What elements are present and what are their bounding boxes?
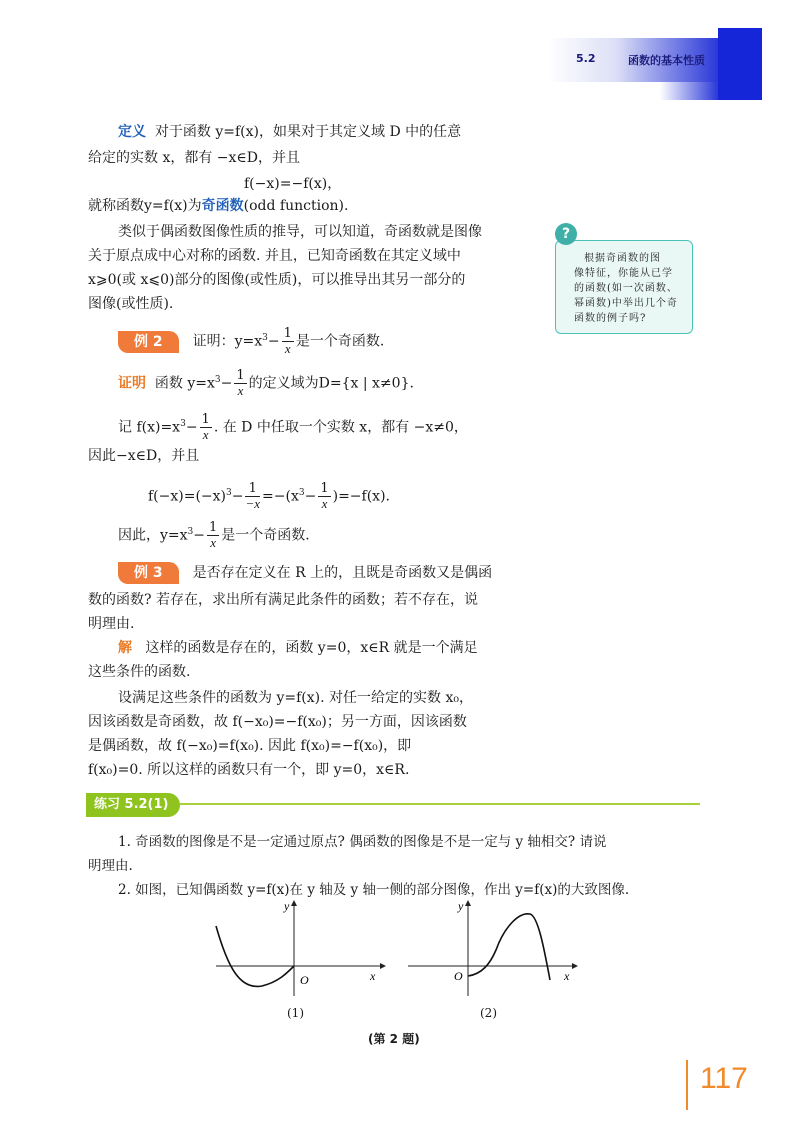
example2-line [118, 322, 384, 358]
fraction-denominator: x [202, 427, 209, 443]
figure-1-graph [210, 898, 390, 998]
curve [468, 914, 550, 980]
definition-formula: f(−x)=−f(x)， [244, 176, 342, 192]
origin-label: O [300, 973, 309, 987]
proof-line-1 [118, 364, 414, 400]
proof-conclusion [118, 516, 310, 552]
para1-line-2: 关于原点成中心对称的函数. 并且，已知奇函数在其定义域中 [88, 248, 461, 264]
solution-line-2: 这些条件的函数. [88, 664, 191, 680]
fraction-denominator: x [321, 496, 328, 512]
x-axis-arrow [572, 963, 578, 969]
fraction-numerator: 1 [320, 481, 329, 497]
fraction [245, 482, 260, 511]
page-number-divider [686, 1060, 688, 1110]
y-axis-arrow [465, 900, 471, 906]
origin-label: O [454, 969, 463, 983]
minus-sign: − [267, 333, 280, 350]
minus-sign: − [193, 527, 206, 544]
exercise-q1-line-2: 明理由. [88, 858, 133, 874]
fraction [282, 327, 294, 356]
proof-text-2a: 记 f(x)=x [118, 419, 181, 436]
exercise-q2: 2. 如图，已知偶函数 y=f(x)在 y 轴及 y 轴一侧的部分图像，作出 y=f(x)的大致图像. [118, 882, 630, 898]
exponent: 3 [187, 527, 194, 537]
proof-text-1b: 的定义域为D={x | x≠0}. [248, 375, 414, 392]
exercise-divider [180, 803, 700, 805]
exponent: 3 [180, 419, 186, 429]
fraction-numerator: 1 [201, 412, 210, 428]
fraction-denominator: x [284, 341, 291, 357]
fraction-denominator: x [237, 383, 244, 399]
sidebar-line: 幂函数)中举出几个奇 [574, 298, 678, 309]
example2-text-b: 是一个奇函数. [295, 333, 385, 350]
definition-text-3b: (odd function). [243, 198, 349, 214]
proof-text-1a: 函数 y=x [154, 375, 215, 392]
solution-line-4: 因该函数是奇函数，故 f(−x₀)=−f(x₀)；另一方面，因该函数 [88, 714, 467, 730]
example3-line-1 [118, 562, 492, 584]
definition-text-3a: 就称函数y=f(x)为 [88, 198, 202, 214]
para1-line-3: x⩾0(或 x⩽0)部分的图像(或性质)，可以推导出其另一部分的 [88, 272, 466, 288]
exercise-label: 练习 5.2(1) [86, 793, 180, 817]
formula-part-c: =−(x [262, 488, 299, 505]
formula-part-d: )=−f(x). [332, 488, 390, 505]
solution-text-1: 这样的函数是存在的，函数 y=0，x∈R 就是一个满足 [145, 640, 478, 656]
fraction [318, 482, 330, 511]
proof-line-3: 因此−x∈D，并且 [88, 448, 200, 464]
proof-line-2 [118, 408, 468, 444]
example2-badge: 例 2 [118, 331, 179, 353]
sidebar-line: 根据奇函数的图 [584, 253, 661, 264]
y-axis-label: y [458, 899, 464, 913]
solution-line-1 [118, 638, 478, 658]
fraction-numerator: 1 [283, 326, 292, 342]
proof-text-5b: 是一个奇函数. [221, 527, 310, 544]
y-axis-label: y [284, 899, 290, 913]
x-axis-label: x [370, 969, 376, 983]
question-mark-icon: ? [555, 223, 577, 245]
fraction-numerator: 1 [236, 368, 245, 384]
example3-text-1: 是否存在定义在 R 上的，且既是奇函数又是偶函 [192, 565, 493, 581]
minus-sign: − [185, 419, 198, 436]
formula-part-a: f(−x)=(−x) [148, 488, 227, 505]
sidebar-line: 像特征，你能从已学 [574, 268, 673, 279]
exponent: 3 [214, 375, 221, 385]
definition-label: 定义 [118, 124, 146, 140]
sidebar-line: 的函数(如一次函数、 [574, 283, 678, 294]
para1-line-4: 图像(或性质). [88, 296, 174, 312]
minus-sign: − [220, 375, 233, 392]
fraction-numerator: 1 [209, 520, 218, 536]
solution-line-5: 是偶函数，故 f(−x₀)=f(x₀). 因此 f(x₀)=−f(x₀)，即 [88, 738, 412, 754]
fraction-denominator: −x [245, 496, 261, 512]
proof-text-5a: 因此，y=x [118, 527, 188, 544]
solution-label: 解 [118, 640, 132, 656]
figure-title: (第 2 题) [368, 1032, 420, 1046]
header-gradient-lower [660, 82, 718, 100]
fraction [200, 413, 212, 442]
figure-1-caption: (1) [287, 1006, 304, 1020]
example3-badge: 例 3 [118, 562, 179, 584]
exercise-q1-line-1: 1. 奇函数的图像是不是一定通过原点? 偶函数的图像是不是一定与 y 轴相交? 请说 [118, 834, 607, 850]
sidebar-question-box [555, 240, 693, 334]
definition-line-2: 给定的实数 x，都有 −x∈D，并且 [88, 150, 301, 166]
fraction [234, 369, 246, 398]
exponent: 3 [226, 488, 232, 498]
example3-line-3: 明理由. [88, 616, 135, 632]
header-blue-tab [718, 28, 762, 100]
curve [216, 926, 294, 986]
figure-2-caption: (2) [480, 1006, 497, 1020]
para1-line-1: 类似于偶函数图像性质的推导，可以知道，奇函数就是图像 [118, 224, 482, 240]
fraction [207, 521, 219, 550]
minus-sign: − [304, 488, 317, 505]
x-axis-label: x [564, 969, 570, 983]
proof-text-2b: . 在 D 中任取一个实数 x，都有 −x≠0， [213, 419, 468, 436]
proof-formula [148, 476, 390, 514]
header-section-title: 函数的基本性质 [628, 54, 705, 67]
exponent: 3 [298, 488, 305, 498]
example2-text-a: 证明：y=x [192, 333, 263, 350]
figure-2-graph [404, 898, 584, 998]
formula-minus: − [231, 488, 244, 505]
fraction-denominator: x [210, 535, 217, 551]
fraction-numerator: 1 [245, 482, 260, 497]
definition-text-1: 对于函数 y=f(x)，如果对于其定义域 D 中的任意 [154, 124, 462, 140]
solution-line-6: f(x₀)=0. 所以这样的函数只有一个，即 y=0，x∈R. [88, 762, 410, 778]
y-axis-arrow [291, 900, 297, 906]
x-axis-arrow [380, 963, 386, 969]
definition-line-3 [88, 196, 348, 216]
header-section-number: 5.2 [576, 52, 596, 65]
definition-line-1 [118, 122, 461, 142]
solution-line-3: 设满足这些条件的函数为 y=f(x). 对任一给定的实数 x₀， [118, 690, 473, 706]
example3-line-2: 数的函数? 若存在，求出所有满足此条件的函数；若不存在，说 [88, 592, 478, 608]
page-number: 117 [700, 1062, 748, 1095]
exponent: 3 [262, 333, 268, 343]
sidebar-line: 函数的例子吗? [574, 313, 647, 324]
proof-label: 证明 [118, 375, 146, 392]
odd-function-term: 奇函数 [201, 198, 244, 214]
